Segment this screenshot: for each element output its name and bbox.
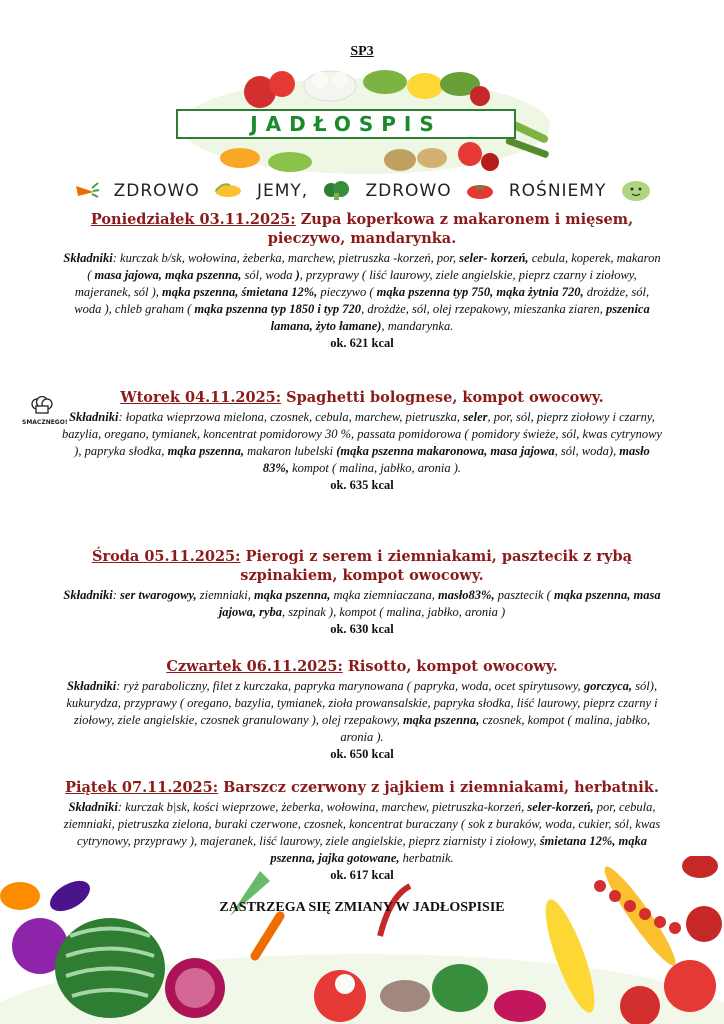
ingredient-text: : kurczak b|sk, kości wieprzowe, żeberka, wołowina, marchew, pietruszka-korzeń, xyxy=(117,800,528,814)
allergen-text: mąka pszenna, śmietana 12%, xyxy=(162,285,318,299)
day-title xyxy=(62,388,662,407)
ingredient-text: , przyprawy ( liść laurowy, ziele angielskie, pieprz czarny i ziołowy, majeranek, sól ), xyxy=(74,268,637,299)
corn-icon xyxy=(213,181,243,201)
ingredients-label: Składniki xyxy=(69,410,119,424)
ingredients-label: Składniki xyxy=(63,251,113,265)
ingredient-text: drożdże, sól, woda ), chleb graham ( xyxy=(74,285,650,316)
ingredient-text: : łopatka wieprzowa mielona, czosnek, cebula, marchew, pietruszka, xyxy=(118,410,464,424)
ingredient-text: sól, woda xyxy=(241,268,296,282)
allergen-text: gorczyca, xyxy=(583,679,633,693)
day-thursday xyxy=(62,657,662,763)
tomato-icon xyxy=(465,181,495,201)
ingredient-text: kompot ( malina, jabłko, aronia ). xyxy=(288,461,462,475)
day-title xyxy=(62,778,662,797)
slogan xyxy=(72,178,652,204)
ingredient-text: : ryż paraboliczny, filet z kurczaka, papryka marynowana ( papryka, woda, ocet spirytusowy, xyxy=(116,679,584,693)
kcal: ok. 635 kcal xyxy=(330,478,394,492)
day-title xyxy=(62,210,662,248)
slogan-word-1: ZDROWO xyxy=(113,181,200,201)
allergen-text: mąka pszenna typ 750, mąka żytnia 720, xyxy=(376,285,584,299)
menu-title: JADŁOSPIS xyxy=(250,112,442,136)
allergen-text: ser twarogowy, xyxy=(120,588,197,602)
ingredients xyxy=(62,250,662,335)
chef-hat-icon xyxy=(30,396,54,416)
day-date: Środa 05.11.2025: xyxy=(91,548,241,565)
slogan-word-3: ZDROWO xyxy=(365,181,452,201)
ingredient-text: cebula, koperek, makaron ( xyxy=(87,251,661,282)
ingredient-text: herbatnik. xyxy=(399,851,454,865)
day-title xyxy=(62,547,662,585)
ingredient-text: , szpinak ), kompot ( malina, jabłko, aronia ) xyxy=(282,605,506,619)
allergen-text: seler- korzeń, xyxy=(459,251,529,265)
allergen-text: śmietana 12%, mąka pszenna, jajka gotowane, xyxy=(270,834,647,865)
kcal: ok. 650 kcal xyxy=(330,747,394,761)
allergen-text: mąka pszenna typ 1850 i typ 720 xyxy=(194,302,362,316)
day-date: Poniedziałek 03.11.2025: xyxy=(90,211,296,228)
slogan-word-4: ROŚNIEMY xyxy=(508,181,607,201)
allergen-text: ) xyxy=(295,268,300,282)
allergen-text: seler-korzeń, xyxy=(527,800,594,814)
day-dish: Barszcz czerwony z jajkiem i ziemniakami, herbatnik. xyxy=(223,779,659,796)
changes-notice: ZASTRZEGA SIĘ ZMIANY W JADŁOSPISIE xyxy=(219,900,505,915)
ingredient-text: , mandarynka. xyxy=(381,319,454,333)
carrot-icon xyxy=(72,180,100,202)
ingredients-label: Składniki xyxy=(63,588,113,602)
day-date: Czwartek 06.11.2025: xyxy=(166,658,343,675)
day-dish: Zupa koperkowa z makaronem i mięsem, pieczywo, mandarynka. xyxy=(267,211,634,247)
allergen-text: mąka pszenna, xyxy=(167,444,244,458)
allergen-text: mąka pszenna, masa jajowa, ryba xyxy=(218,588,661,619)
ingredients xyxy=(62,409,662,477)
ingredients-label: Składniki xyxy=(68,800,118,814)
day-dish: Pierogi z serem i ziemniakami, pasztecik z rybą szpinakiem, kompot owocowy. xyxy=(240,548,633,584)
day-tuesday xyxy=(62,388,662,494)
ingredient-text: pasztecik ( xyxy=(494,588,554,602)
allergen-text: (mąka pszenna makaronowa, masa jajowa xyxy=(336,444,555,458)
day-monday xyxy=(62,210,662,352)
day-wednesday xyxy=(62,547,662,638)
allergen-text: seler xyxy=(463,410,488,424)
ingredients xyxy=(62,587,662,621)
ingredient-text: ziemniaki, xyxy=(196,588,254,602)
day-date: Piątek 07.11.2025: xyxy=(65,779,219,796)
ingredient-text: mąka ziemniaczana, xyxy=(330,588,438,602)
allergen-text: mąka pszenna, xyxy=(402,713,480,727)
day-dish: Risotto, kompot owocowy. xyxy=(347,658,558,675)
ingredient-text: pieczywo ( xyxy=(317,285,377,299)
allergen-text: masło83%, xyxy=(437,588,495,602)
ingredient-text: : kurczak b/sk, wołowina, żeberka, marchew, pietruszka -korzeń, por, xyxy=(112,251,460,265)
day-title xyxy=(62,657,662,676)
menu-title-box xyxy=(176,109,516,139)
allergen-text: masło 83%, xyxy=(262,444,650,475)
broccoli-icon xyxy=(322,181,352,201)
chef-hat-logo xyxy=(22,396,68,430)
day-dish: Spaghetti bolognese, kompot owocowy. xyxy=(286,389,604,406)
ingredient-text: : xyxy=(112,588,121,602)
ingredients xyxy=(62,678,662,746)
allergen-text: pszenica lamana, żyto łamane) xyxy=(270,302,650,333)
ingredient-text: makaron lubelski xyxy=(243,444,337,458)
ingredient-text: sól), kukurydza, przyprawy ( oregano, bazylia, tymianek, zioła prowansalskie, papryka słodka, liść laurowy, pieprz czarny i ziołowy, ziele angielskie, czosnek granulowany ), olej rzepakowy, xyxy=(66,679,658,727)
allergen-text: mąka pszenna, xyxy=(253,588,331,602)
ingredient-text: , por, sól, pieprz ziołowy i czarny, bazylia, oregano, tymianek, koncentrat pomidorowy 30 %, passata pomidorowa ( pomidory świeże, sól, kwas cytrynowy ), papryka słodka, xyxy=(62,410,662,458)
vegetable-border-bottom xyxy=(0,856,724,1024)
slogan-word-2: JEMY, xyxy=(257,181,309,201)
ingredient-text: , sól, woda), xyxy=(554,444,620,458)
kcal: ok. 621 kcal xyxy=(330,336,394,350)
chef-label: SMACZNEGO! xyxy=(22,419,68,426)
kcal: ok. 630 kcal xyxy=(330,622,394,636)
ingredient-text: por, cebula, ziemniaki, pietruszka zielona, buraki czerwone, czosnek, koncentrat buraczany ( sok z buraków, woda, cukier, sól, kwas cytrynowy, przyprawy ), majeranek, liść laurowy, ziele angielskie, pieprz ziarnisty i ziołowy, xyxy=(63,800,661,848)
vegetables-illustration-bottom xyxy=(0,856,724,1024)
ingredient-text: czosnek, kompot ( malina, jabłko, aronia ). xyxy=(340,713,651,744)
day-date: Wtorek 04.11.2025: xyxy=(120,389,282,406)
cabbage-icon xyxy=(620,179,652,203)
allergen-text: masa jajowa, mąka pszenna, xyxy=(94,268,242,282)
kcal: ok. 617 kcal xyxy=(330,868,394,882)
menu-code: SP3 xyxy=(350,44,374,59)
ingredient-text: , drożdże, sól, olej rzepakowy, mieszanka ziaren, xyxy=(361,302,606,316)
ingredients-label: Składniki xyxy=(66,679,117,693)
